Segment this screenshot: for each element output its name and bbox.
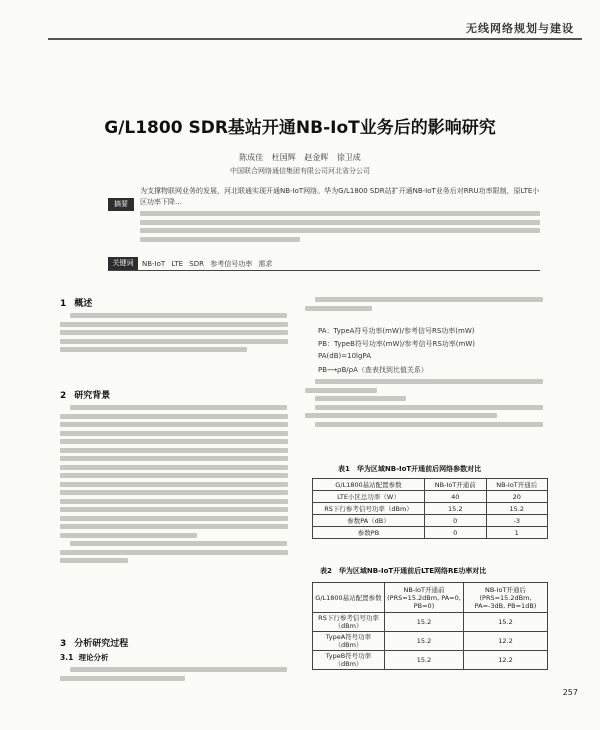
text-line	[60, 465, 288, 470]
table-cell: LTE小区总功率（W）	[313, 491, 425, 503]
text-line	[140, 220, 540, 225]
text-line	[60, 507, 288, 512]
text-line	[315, 379, 543, 384]
table-cell: 12.2	[463, 632, 547, 651]
table-cell: 0	[425, 527, 487, 539]
section-heading-3: 3 分析研究过程	[60, 639, 129, 649]
affiliation: 中国联合网络通信集团有限公司河北省分公司	[230, 167, 370, 175]
text-line	[140, 228, 540, 233]
text-line	[60, 524, 288, 529]
text-line	[60, 516, 288, 521]
author: 徐卫成	[336, 153, 361, 162]
table-row	[313, 491, 548, 503]
table-1-caption: 表1 华为区域NB-IoT开通前后网络参数对比	[338, 465, 482, 473]
text-line	[60, 448, 288, 453]
abstract-text: 为支撑物联网业务的发展，河北联通实现开通NB-IoT网络。华为G/L1800 SDR站扩开通NB-IoT业务后对RRU功率限制，原LTE小区功率下降…	[140, 187, 540, 206]
text-line	[60, 439, 288, 444]
table-cell: 15.2	[385, 651, 464, 670]
author-list	[0, 152, 600, 163]
keywords-label: 关键词	[108, 257, 138, 270]
text-line	[60, 347, 247, 352]
table-cell: 参数PA（dB）	[313, 515, 425, 527]
text-line	[60, 330, 288, 335]
text-line	[60, 473, 288, 478]
paper-title: G/L1800 SDR基站开通NB-IoT业务后的影响研究	[104, 118, 496, 138]
table-2	[312, 582, 548, 670]
table-header-row	[313, 583, 548, 613]
table-header-cell: NB-IoT开通前	[425, 479, 487, 491]
text-line	[60, 414, 288, 419]
text-line	[305, 388, 377, 393]
table-cell: RS下行参考信号功率（dBm）	[313, 613, 385, 632]
text-line	[315, 396, 406, 401]
author: 赵金辉	[304, 153, 329, 162]
text-line	[60, 676, 185, 681]
author: 陈成佳	[239, 153, 264, 162]
text-line	[60, 550, 288, 555]
table-cell: 20	[486, 491, 548, 503]
section-heading-1: 1 概述	[60, 299, 93, 309]
text-line	[70, 405, 287, 410]
table-cell: 1	[486, 527, 548, 539]
abstract-body	[140, 186, 540, 245]
formula-pa-db: PA(dB)=10lgPA	[318, 352, 371, 360]
formula-pb-definition: PB：TypeB符号功率(mW)/参考信号RS功率(mW)	[318, 340, 475, 348]
text-line	[60, 482, 288, 487]
table-row	[313, 613, 548, 632]
table-header-cell: NB-IoT开通后	[486, 479, 548, 491]
section-1-body	[60, 310, 288, 356]
formula-pa-definition: PA：TypeA符号功率(mW)/参考信号RS功率(mW)	[318, 327, 475, 335]
table-cell: 15.2	[486, 503, 548, 515]
table-row	[313, 632, 548, 651]
table-cell: 12.2	[463, 651, 547, 670]
table-cell: 15.2	[385, 613, 464, 632]
text-line	[60, 558, 128, 563]
text-line	[305, 306, 372, 311]
right-column-analysis	[305, 376, 545, 430]
text-line	[60, 490, 288, 495]
section-heading-2: 2 研究背景	[60, 391, 111, 401]
table-cell: 0	[425, 515, 487, 527]
table-cell: 15.2	[463, 613, 547, 632]
text-line	[70, 541, 287, 546]
table-cell: RS下行参考信号功率（dBm）	[313, 503, 425, 515]
text-line	[60, 499, 288, 504]
abstract-label: 摘要	[108, 198, 134, 211]
section-2-body	[60, 402, 288, 567]
table-2-caption: 表2 华为区域NB-IoT开通前后LTE网络RE功率对比	[320, 567, 487, 575]
text-line	[315, 297, 543, 302]
text-line	[60, 422, 288, 427]
formula-pb-relation: PB⟶ρB/ρA（查表找到比值关系）	[318, 366, 428, 374]
subsection-heading-3-1: 3.1 理论分析	[60, 653, 109, 662]
text-line	[60, 322, 288, 327]
table-header-cell: NB-IoT开通前(PRS=15.2dBm, PA=0, PB=0)	[385, 583, 464, 613]
table-row	[313, 527, 548, 539]
table-cell: TypeB符号功率（dBm）	[313, 651, 385, 670]
text-line	[315, 405, 543, 410]
running-head: 无线网络规划与建设	[466, 22, 574, 35]
table-row	[313, 515, 548, 527]
page-number: 257	[562, 688, 578, 697]
keywords-text: NB-IoT LTE SDR 参考信号功率 需求	[142, 260, 273, 268]
table-row	[313, 651, 548, 670]
table-cell: -3	[486, 515, 548, 527]
text-line	[60, 533, 197, 538]
text-line	[60, 339, 288, 344]
table-row	[313, 503, 548, 515]
table-cell: TypeA符号功率（dBm）	[313, 632, 385, 651]
table-cell: 参数PB	[313, 527, 425, 539]
table-cell: 40	[425, 491, 487, 503]
header-rule	[48, 38, 582, 40]
table-header-cell: G/L1800基站配置参数	[313, 479, 425, 491]
keywords-rule	[108, 270, 540, 271]
text-line	[140, 211, 540, 216]
table-1	[312, 478, 548, 539]
table-header-cell: NB-IoT开通后(PRS=15.2dBm, PA=-3dB, PB=1dB)	[463, 583, 547, 613]
text-line	[70, 313, 287, 318]
table-cell: 15.2	[385, 632, 464, 651]
table-header-row	[313, 479, 548, 491]
right-column-intro	[305, 294, 545, 314]
table-cell: 15.2	[425, 503, 487, 515]
table-header-cell: G/L1800基站配置参数	[313, 583, 385, 613]
text-line	[60, 431, 288, 436]
text-line	[305, 413, 497, 418]
text-line	[60, 456, 288, 461]
text-line	[315, 422, 543, 427]
text-line	[70, 667, 287, 672]
author: 杜国辉	[271, 153, 296, 162]
section-3-1-body	[60, 664, 288, 684]
text-line	[140, 237, 300, 242]
